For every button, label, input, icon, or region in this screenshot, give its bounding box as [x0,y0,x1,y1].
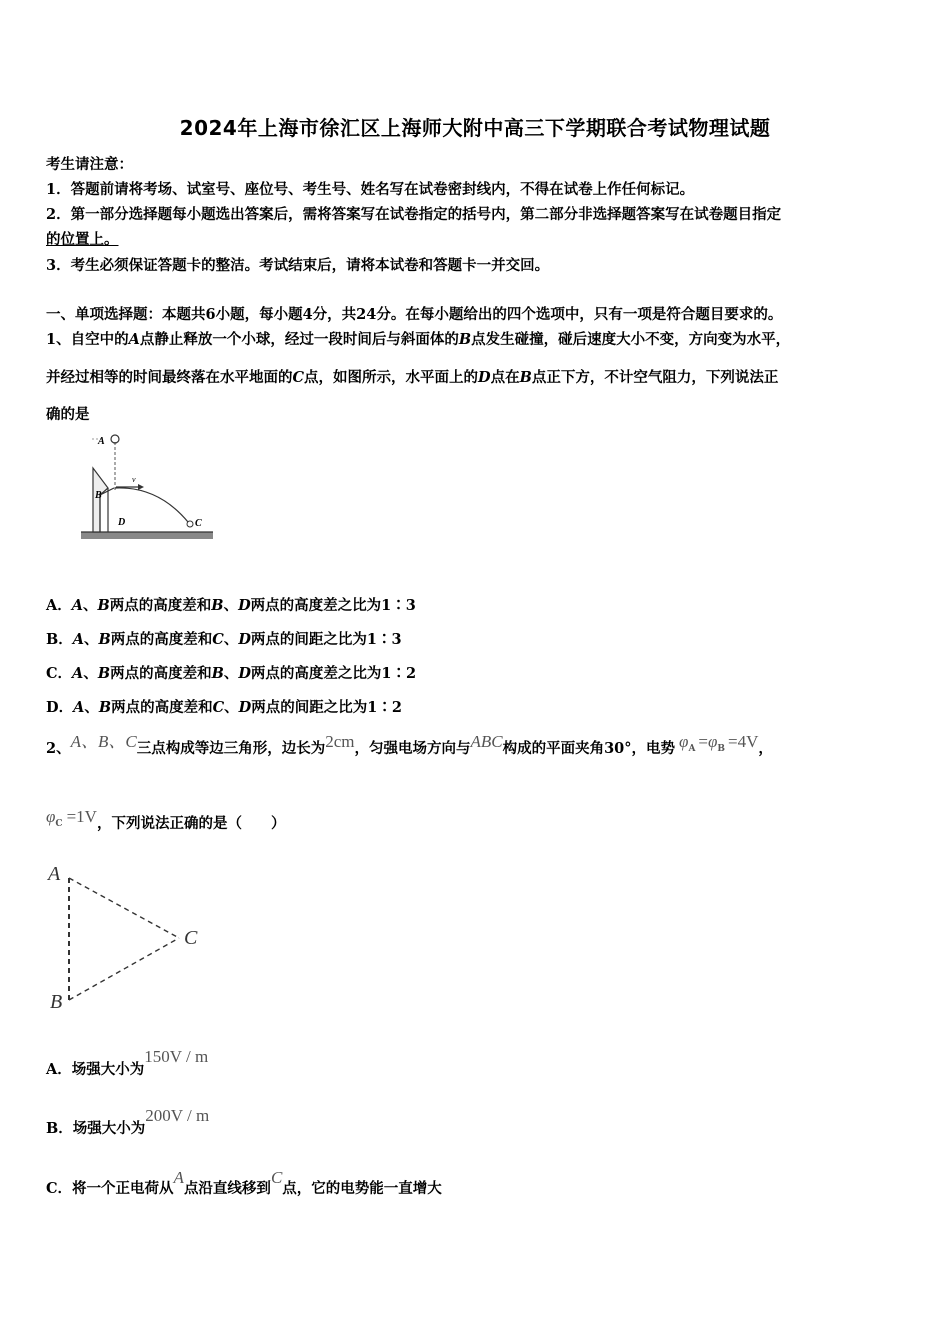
page-title: 2024年上海市徐汇区上海师大附中高三下学期联合考试物理试题 [179,116,771,140]
q1-line3: 确的是 [46,406,90,423]
ground [81,532,213,539]
q2-triangle-figure [44,858,214,1016]
q2-option-a[interactable]: A．场强大小为150V / m [46,1047,209,1078]
section-heading: 一、单项选择题：本题共6小题，每小题4分，共24分。在每小题给出的四个选项中，只有一项是符合题目要求的。 [46,306,783,323]
fig1-label-c: C [195,518,202,529]
side-ac [69,878,179,938]
notice-heading: 考生请注意： [46,156,133,173]
fig1-label-b: B [95,490,102,501]
q2-option-c[interactable]: C．将一个正电荷从A点沿直线移到C点，它的电势能一直增大 [46,1168,442,1197]
notice-item-2-cont: 的位置上。 [46,231,119,248]
fig2-label-b: B [50,991,63,1013]
q1-line1: 1、自空中的A点静止释放一个小球，经过一段时间后与斜面体的B点发生碰撞，碰后速度大小不变，方向变为水平， [46,331,791,348]
q1-figure [78,430,218,552]
fig1-label-a: A [98,436,105,447]
fig1-label-v: v [132,475,136,484]
notice-item-2: 2．第一部分选择题每小题选出答案后，需将答案写在试卷指定的括号内，第二部分非选择题答案写在试卷题目指定 [46,206,782,223]
fig2-label-c: C [184,927,198,949]
q1-option-c[interactable]: C．A、B两点的高度差和B、D两点的高度差之比为1∶2 [46,665,417,682]
q1-line2: 并经过相等的时间最终落在水平地面的C点，如图所示，水平面上的D点在B点正下方，不计空气阻力，下列说法正 [46,369,779,386]
q2-line2: φC =1V，下列说法正确的是（ ） [46,807,286,832]
fig2-label-a: A [48,863,61,885]
q1-option-b[interactable]: B．A、B两点的高度差和C、D两点的间距之比为1∶3 [46,631,402,648]
q1-option-a[interactable]: A．A、B两点的高度差和B、D两点的高度差之比为1∶3 [46,597,416,614]
q2-option-b[interactable]: B．场强大小为200V / m [46,1106,210,1137]
q1-option-d[interactable]: D．A、B两点的高度差和C、D两点的间距之比为1∶2 [46,699,402,716]
q2-line1: 2、A、B、C三点构成等边三角形，边长为2cm，匀强电场方向与ABC构成的平面夹角30°，电势 φA =φB =4V， [46,732,773,757]
fig1-label-d: D [118,517,126,528]
notice-item-1: 1．答题前请将考场、试室号、座位号、考生号、姓名写在试卷密封线内，不得在试卷上作任何标记。 [46,181,695,198]
notice-item-3: 3．考生必须保证答题卡的整洁。考试结束后，请将本试卷和答题卡一并交回。 [46,257,550,274]
side-bc [69,938,179,1000]
